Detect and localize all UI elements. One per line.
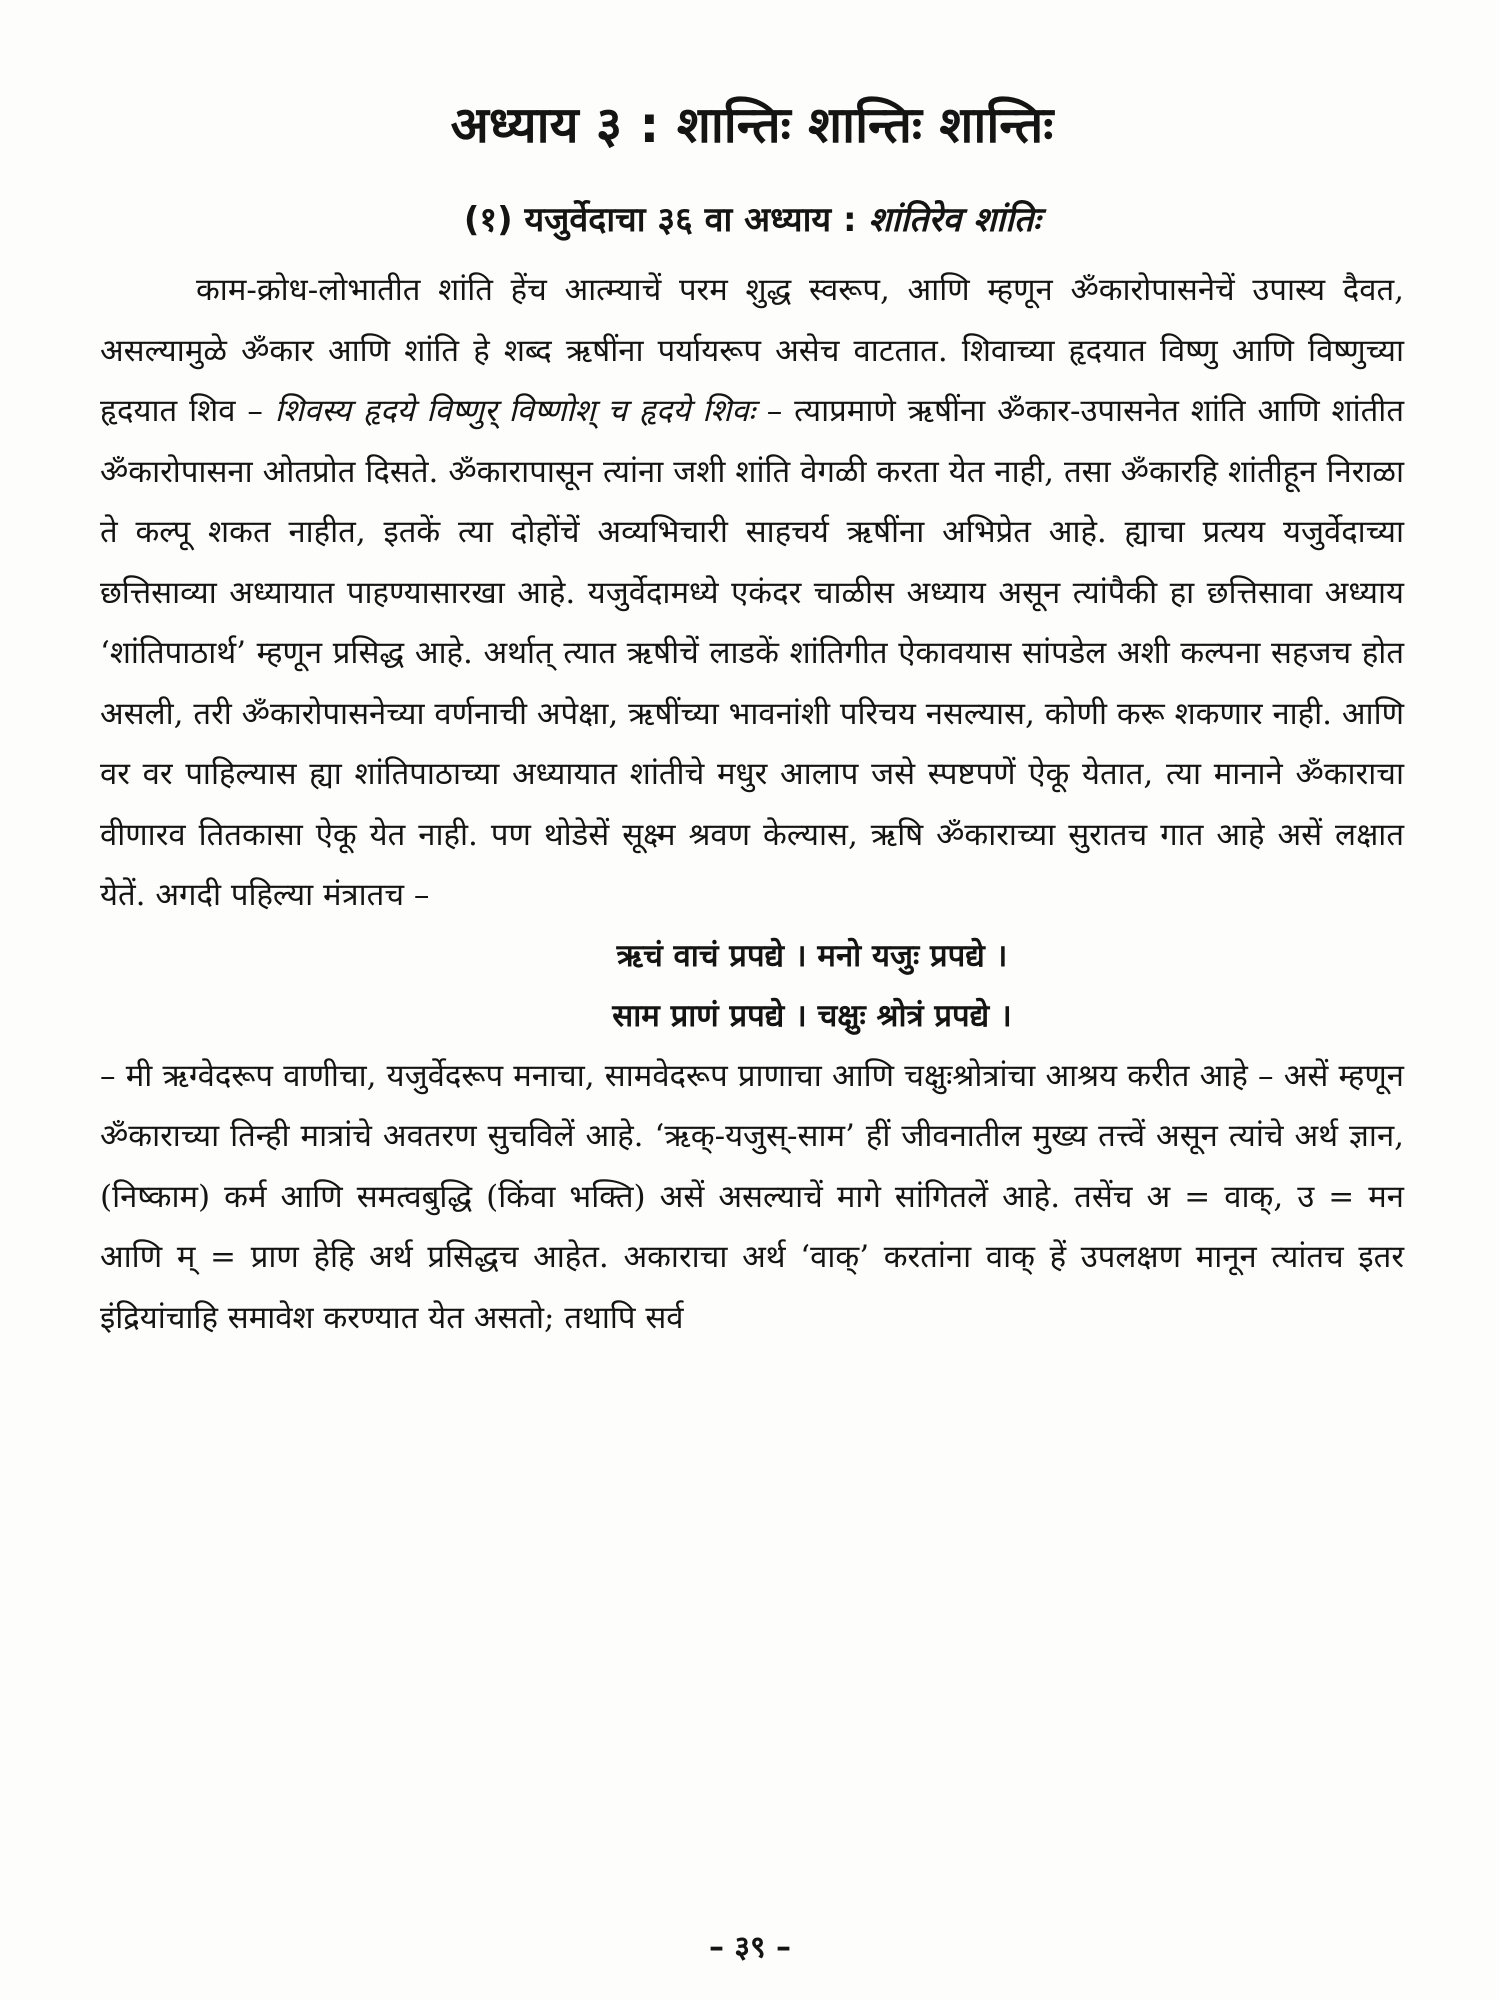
chapter-title: अध्याय ३ : शान्तिः शान्तिः शान्तिः [450, 96, 1054, 154]
sanskrit-quote: शिवस्य हृदये विष्णुर् विष्णोश् च हृदये शिवः [274, 393, 755, 429]
page-number: – ३९ – [708, 1930, 792, 1965]
paragraph-intro [100, 260, 1404, 926]
verse-line-1: ऋचं वाचं प्रपद्ये । मनो यजुः प्रपद्ये । [616, 937, 1008, 974]
paragraph-explanation: – मी ऋग्वेदरूप वाणीचा, यजुर्वेदरूप मनाचा, सामवेदरूप प्राणाचा आणि चक्षुःश्रोत्रांचा आश्रय करीत आहे – असें म्हणून ॐकाराच्या तिन्ही मात्रांचे अवतरण सुचविलें आहे. ‘ऋक्-यजुस्-साम’ हीं जीवनातील मुख्य तत्त्वें असून त्यांचे अर्थ ज्ञान, (निष्काम) कर्म आणि समत्वबुद्धि (किंवा भक्ति) असें असल्याचें मागे सांगितलें आहे. तसेंच अ = वाक्, उ = मन आणि म् = प्राण हेहि अर्थ प्रसिद्धच आहेत. अकाराचा अर्थ ‘वाक्’ करतांना वाक् हें उपलक्षण मानून त्यांतच इतर इंद्रियांचाहि समावेश करण्यात येत असतो; तथापि सर्व [100, 1057, 1404, 1336]
paragraph-intro-part2: – त्याप्रमाणे ऋषींना ॐकार-उपासनेत शांति आणि शांतीत ॐकारोपासना ओतप्रोत दिसते. ॐकारापासून त्यांना जशी शांति वेगळी करता येत नाही, तसा ॐकारहि शांतीहून निराळा ते कल्पू शकत नाहीत, इतकें त्या दोहोंचें अव्यभिचारी साहचर्य ऋषींना अभिप्रेत आहे. ह्याचा प्रत्यय यजुर्वेदाच्या छत्तिसाव्या अध्यायात पाहण्यासारखा आहे. यजुर्वेदामध्ये एकंदर चाळीस अध्याय असून त्यांपैकी हा छत्तिसावा अध्याय ‘शांतिपाठार्थ’ म्हणून प्रसिद्ध आहे. अर्थात् त्यात ऋषीचें लाडकें शांतिगीत ऐकावयास सांपडेल अशी कल्पना सहजच होत असली, तरी ॐकारोपासनेच्या वर्णनाची अपेक्षा, ऋषींच्या भावनांशी परिचय नसल्यास, कोणी करू शकणार नाही. आणि वर वर पाहिल्यास ह्या शांतिपाठाच्या अध्यायात शांतीचे मधुर आलाप जसे स्पष्टपणें ऐकू येतात, त्या मानाने ॐकाराचा वीणारव तितकासा ऐकू येत नाही. पण थोडेसें सूक्ष्म श्रवण केल्यास, ऋषि ॐकाराच्या सुरातच गात आहे असें लक्षात येतें. अगदी पहिल्या मंत्रातच – [100, 393, 1405, 913]
paragraph-intro-part1: काम-क्रोध-लोभातीत शांति हेंच आत्म्याचें परम शुद्ध स्वरूप, आणि म्हणून ॐकारोपासनेचें उपास्य दैवत, असल्यामुळे ॐकार आणि शांति हे शब्द ऋषींना पर्यायरूप असेच वाटतात. शिवाच्या हृदयात विष्णु आणि विष्णुच्या हृदयात शिव – [100, 272, 1404, 429]
section-subtitle: शांतिरेव शांतिः [868, 200, 1041, 240]
verse-block [100, 926, 1404, 1046]
verse-line-2: साम प्राणं प्रपद्ये । चक्षुः श्रोत्रं प्रपद्ये । [612, 997, 1012, 1034]
section-heading [100, 194, 1404, 246]
section-heading-text: (१) यजुर्वेदाचा ३६ वा अध्याय : [463, 200, 869, 240]
